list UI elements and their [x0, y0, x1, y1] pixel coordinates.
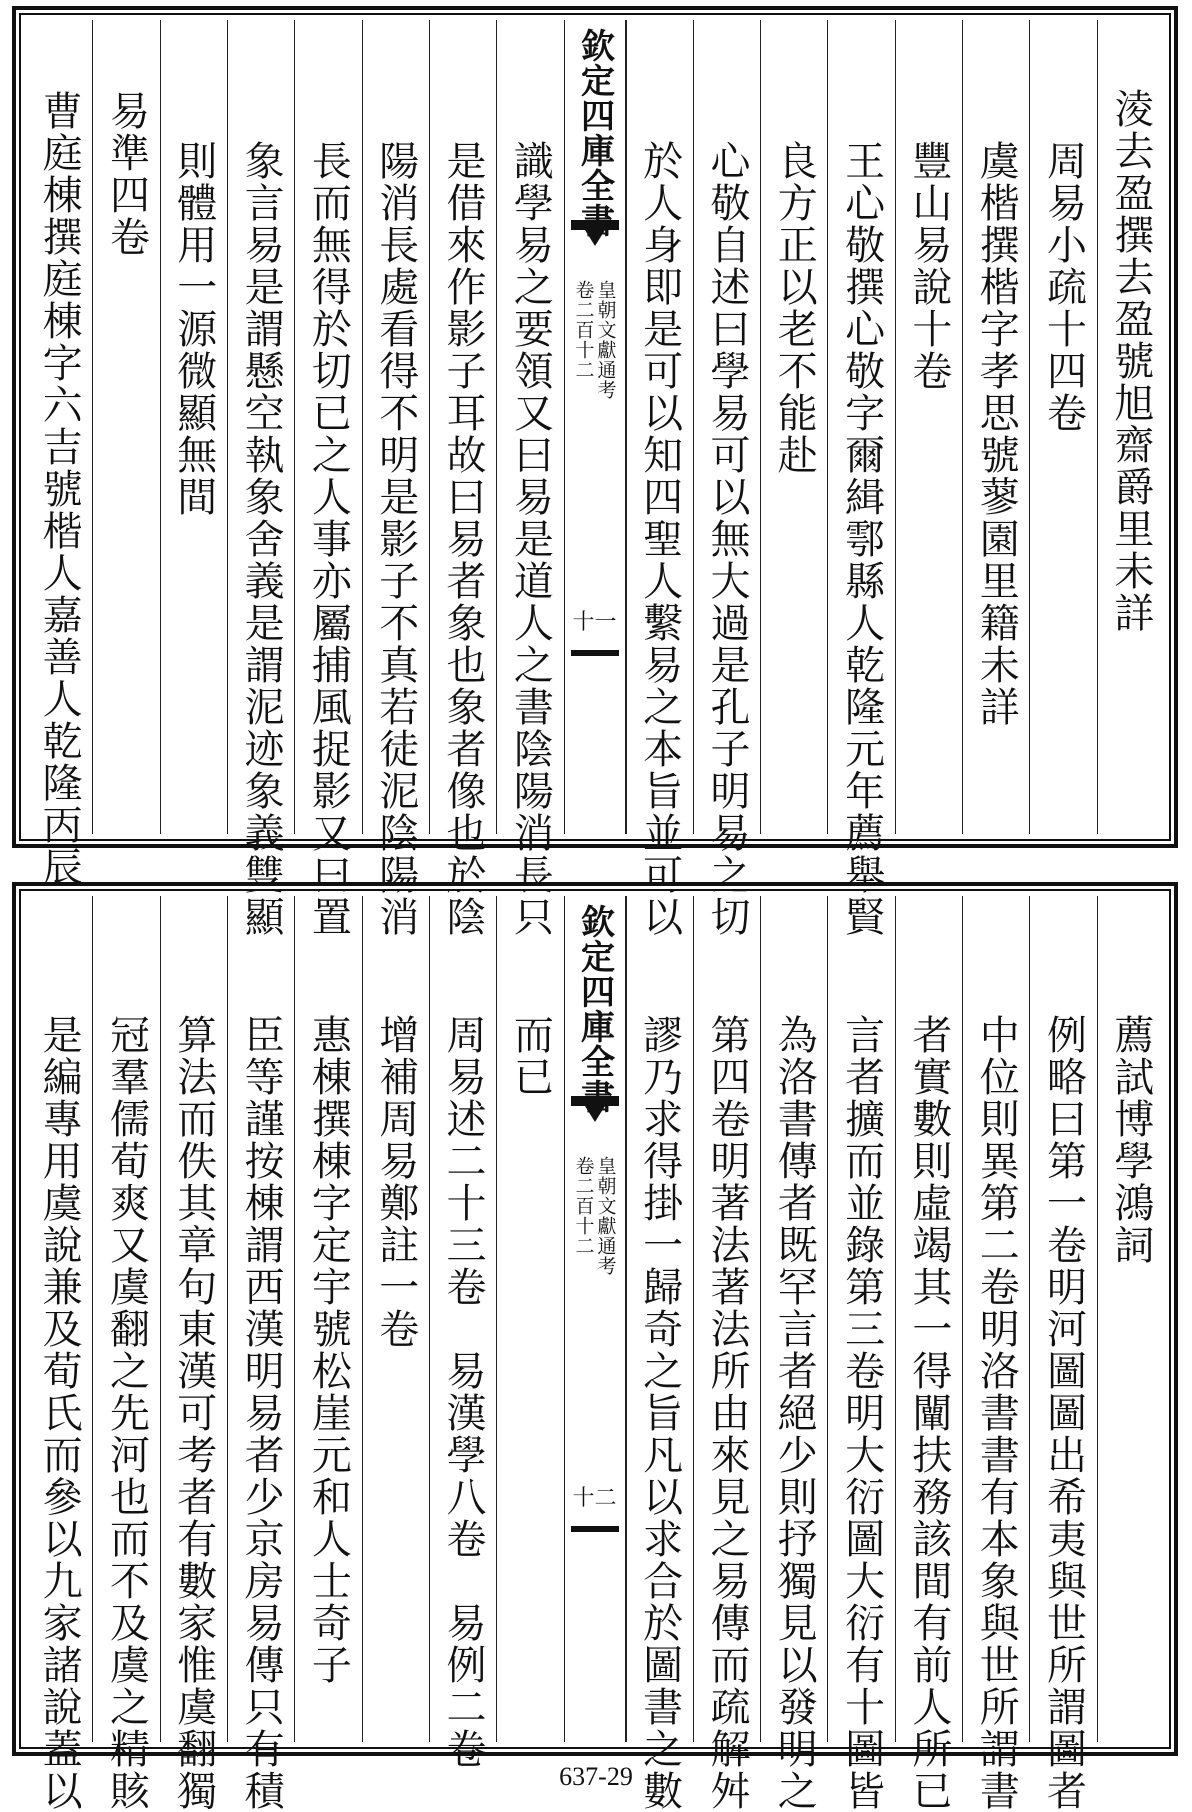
fold-subtitle	[565, 280, 625, 400]
page-number: 637-29	[559, 1762, 633, 1791]
top-page-columns	[26, 20, 1164, 938]
text-column: 良方正以老不能赴	[760, 20, 827, 834]
text-column: 周易小疏十四卷	[1029, 20, 1096, 834]
folio-number: 十一	[572, 610, 617, 635]
text-column: 曹庭棟撰庭棟字六吉號楷人嘉善人乾隆丙辰	[36, 90, 83, 888]
text-column: 言者擴而並錄第三卷明大衍圖大衍有十圖皆	[827, 896, 894, 1742]
text-column: 心敬自述曰學易可以無大過是孔子明易之切	[693, 20, 760, 834]
text-column: 中位則異第二卷明洛書書有本象與世所謂書	[962, 896, 1029, 1742]
text-column: 豐山易說十卷	[895, 20, 962, 834]
text-column: 臣等謹按棟謂西漢明易者少京房易傳只有積	[227, 896, 294, 1742]
volume-label: 卷二百十二	[572, 1156, 595, 1256]
text-column: 為洛書傳者既罕言者絕少則抒獨見以發明之	[760, 896, 827, 1742]
text-column: 易準四卷	[92, 20, 159, 834]
text-column: 薦試博學鴻詞	[1097, 896, 1164, 1742]
text-column: 增補周易鄭註一卷	[362, 896, 429, 1742]
text-column: 識學易之要領又曰易是道人之書陰陽消長只	[496, 20, 563, 834]
series-title: 欽定四庫全書	[574, 904, 615, 1114]
folio-number: 十二	[572, 1486, 617, 1511]
text-column: 惠棟撰棟字定宇號松崖元和人士奇子	[294, 896, 361, 1742]
text-column: 是編專用虞說兼及荀氏而參以九家諸說蓋以	[36, 1014, 83, 1812]
text-column: 淩去盈撰去盈號旭齋爵里未詳	[1097, 20, 1164, 834]
volume-label: 卷二百十二	[572, 280, 595, 380]
text-column: 是借來作影子耳故曰易者象也象者像也於陰	[429, 20, 496, 834]
text-column: 象言易是謂懸空執象舍義是謂泥迹象義雙顯	[227, 20, 294, 834]
text-column: 周易述二十三卷 易漢學八卷 易例二卷	[429, 896, 496, 1742]
text-column: 虞楷撰楷字孝思號蓼園里籍未詳	[962, 20, 1029, 834]
series-title: 欽定四庫全書	[574, 28, 615, 238]
text-column: 於人身即是可以知四聖人繫易之本旨並可以	[626, 20, 693, 834]
center-fold	[564, 20, 626, 834]
text-column: 例略曰第一卷明河圖圖出希夷與世所謂圖者	[1029, 896, 1096, 1742]
text-column: 謬乃求得掛一歸奇之旨凡以求合於圖書之數	[626, 896, 693, 1742]
text-column: 則體用一源微顯無間	[160, 20, 227, 834]
text-column: 陽消長處看得不明是影子不真若徒泥陰陽消	[362, 20, 429, 834]
book-title: 皇朝文獻通考	[594, 1156, 617, 1276]
fishtail-mark	[571, 1526, 619, 1532]
text-column: 而已	[496, 896, 563, 1742]
text-column: 王心敬撰心敬字爾緝鄠縣人乾隆元年薦舉賢	[827, 20, 894, 834]
fishtail-mark	[571, 220, 619, 260]
top-page	[12, 6, 1178, 938]
fishtail-mark	[571, 1096, 619, 1136]
text-column: 第四卷明著法著法所由來見之易傳而疏解舛	[693, 896, 760, 1742]
book-title: 皇朝文獻通考	[594, 280, 617, 400]
text-column: 長而無得於切已之人事亦屬捕風捉影又曰置	[294, 20, 361, 834]
fishtail-mark	[571, 650, 619, 656]
text-column: 冠羣儒荀爽又虞翻之先河也而不及虞之精賅	[92, 896, 159, 1742]
text-column: 者實數則虛竭其一得闡扶務該間有前人所已	[895, 896, 962, 1742]
fold-subtitle	[565, 1156, 625, 1276]
text-column: 算法而佚其章句東漢可考者有數家惟虞翻獨	[160, 896, 227, 1742]
center-fold	[564, 896, 626, 1742]
